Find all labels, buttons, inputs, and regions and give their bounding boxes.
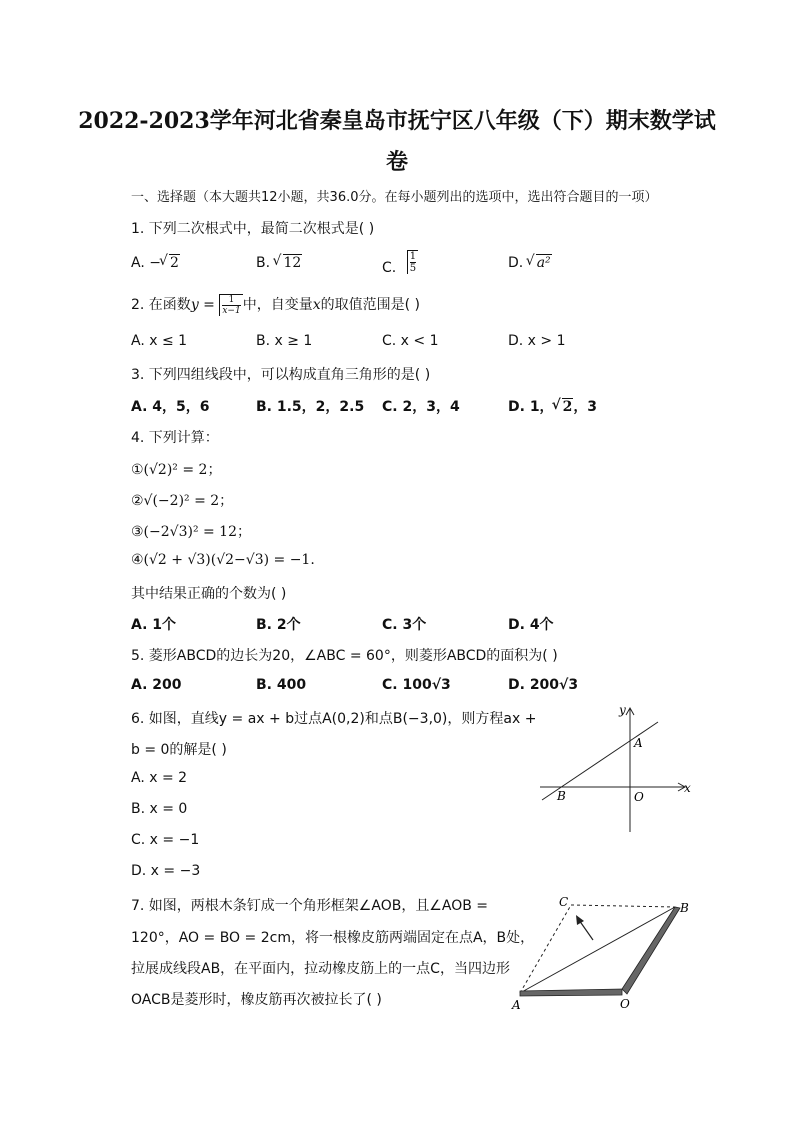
q2-var-x: x xyxy=(312,297,321,313)
q6-option-b: B. x = 0 xyxy=(131,801,188,817)
q1-d-radicand: a² xyxy=(536,255,551,271)
q5-option-b: B. 400 xyxy=(256,677,307,693)
q1-stem: 1. 下列二次根式中，最简二次根式是( ) xyxy=(131,221,375,237)
q2-option-c: C. x < 1 xyxy=(382,333,439,349)
q2-option-a: A. x ≤ 1 xyxy=(131,333,188,349)
q3-option-b: B. 1.5，2，2.5 xyxy=(256,399,365,415)
q1-b-radicand: 12 xyxy=(283,255,302,271)
q2-stem-pre: 2. 在函数 xyxy=(131,297,191,313)
q1-d-label: D. xyxy=(508,255,524,271)
q4-item-2: ②√(−2)² = 2； xyxy=(131,493,234,509)
q6-figure xyxy=(530,700,700,840)
q4-option-b: B. 2个 xyxy=(256,617,301,633)
q3-option-c: C. 2，3，4 xyxy=(382,399,460,415)
q1-c-label: C. xyxy=(382,260,397,276)
q4-ask: 其中结果正确的个数为( ) xyxy=(131,586,287,602)
q2-frac-numerator: 1 xyxy=(222,295,240,306)
q7-arrow-head xyxy=(576,915,584,925)
q1-b-label: B. xyxy=(256,255,271,271)
q7-frame-ao xyxy=(520,989,622,996)
section-heading: 一、选择题（本大题共12小题，共36.0分。在每小题列出的选项中，选出符合题目的一项） xyxy=(131,190,658,205)
q7-arrow-shaft xyxy=(579,920,593,940)
q7-label-c: C xyxy=(559,895,569,909)
q5-option-c: C. 100√3 xyxy=(382,677,451,693)
q7-label-a: A xyxy=(512,998,521,1012)
q2-stem xyxy=(131,294,420,316)
q6-label-y: y xyxy=(619,703,626,717)
q7-stem-line1: 7. 如图，两根木条钉成一个角形框架∠AOB，且∠AOB = xyxy=(131,898,488,914)
q5-stem: 5. 菱形ABCD的边长为20，∠ABC = 60°，则菱形ABCD的面积为( ) xyxy=(131,648,558,664)
q7-figure xyxy=(505,890,705,1015)
q4-item-4: ④(√2 + √3)(√2−√3) = −1. xyxy=(131,552,315,568)
q7-label-b: B xyxy=(680,901,689,915)
q7-dashed-cb xyxy=(571,905,675,907)
q2-option-d: D. x > 1 xyxy=(508,333,566,349)
q6-label-o: O xyxy=(634,790,644,804)
q4-option-a: A. 1个 xyxy=(131,617,177,633)
q2-frac-denominator: x−1 xyxy=(222,306,241,316)
q7-stem-line4: OACB是菱形时，橡皮筋再次被拉长了( ) xyxy=(131,992,382,1008)
q1-a-label: A. xyxy=(131,255,145,271)
q5-option-d: D. 200√3 xyxy=(508,677,579,693)
exam-title-line2: 卷 xyxy=(385,149,408,175)
q1-option-a xyxy=(131,255,180,271)
q6-label-x: x xyxy=(684,781,691,795)
q1-option-b xyxy=(256,255,302,271)
q3-option-a: A. 4，5，6 xyxy=(131,399,210,415)
q3-d-post: ，3 xyxy=(573,399,598,415)
q1-option-c xyxy=(382,250,418,276)
q4-item-1: ①(√2)² = 2； xyxy=(131,462,222,478)
q6-option-c: C. x = −1 xyxy=(131,832,200,848)
q3-d-pre: D. 1， xyxy=(508,399,554,415)
q2-option-b: B. x ≥ 1 xyxy=(256,333,313,349)
q3-d-radicand: 2 xyxy=(562,399,573,415)
q1-c-numerator: 1 xyxy=(409,251,417,262)
q3-stem: 3. 下列四组线段中，可以构成直角三角形的是( ) xyxy=(131,367,431,383)
q2-stem-post: 的取值范围是( ) xyxy=(320,297,420,313)
q6-stem-line2: b = 0的解是( ) xyxy=(131,742,227,758)
q1-c-denominator: 5 xyxy=(409,263,417,274)
q3-option-d xyxy=(508,396,597,416)
q2-stem-mid: 中，自变量 xyxy=(242,297,313,313)
q5-option-a: A. 200 xyxy=(131,677,182,693)
q7-stem-line3: 拉展成线段AB，在平面内，拉动橡皮筋上的一点C，当四边形 xyxy=(131,961,510,977)
q4-item-3: ③(−2√3)² = 12； xyxy=(131,524,251,540)
q6-option-a: A. x = 2 xyxy=(131,770,188,786)
q1-option-d xyxy=(508,255,552,271)
q2-y-eq: y = xyxy=(190,297,215,313)
q6-label-a: A xyxy=(634,736,643,750)
q6-stem-line1: 6. 如图，直线y = ax + b过点A(0,2)和点B(−3,0)，则方程ax + xyxy=(131,711,537,727)
q7-dashed-ac xyxy=(520,905,571,993)
q7-label-o: O xyxy=(620,997,630,1011)
q6-label-b: B xyxy=(557,789,566,803)
q4-option-d: D. 4个 xyxy=(508,617,554,633)
exam-title-line1: 2022-2023学年河北省秦皇岛市抚宁区八年级（下）期末数学试 xyxy=(78,108,716,134)
q6-option-d: D. x = −3 xyxy=(131,863,201,879)
q7-stem-line2: 120°，AO = BO = 2cm，将一根橡皮筋两端固定在点A，B处， xyxy=(131,930,535,946)
q4-stem: 4. 下列计算： xyxy=(131,430,219,446)
q1-a-sign: − xyxy=(149,255,161,271)
q1-a-radicand: 2 xyxy=(169,255,179,271)
q4-option-c: C. 3个 xyxy=(382,617,427,633)
